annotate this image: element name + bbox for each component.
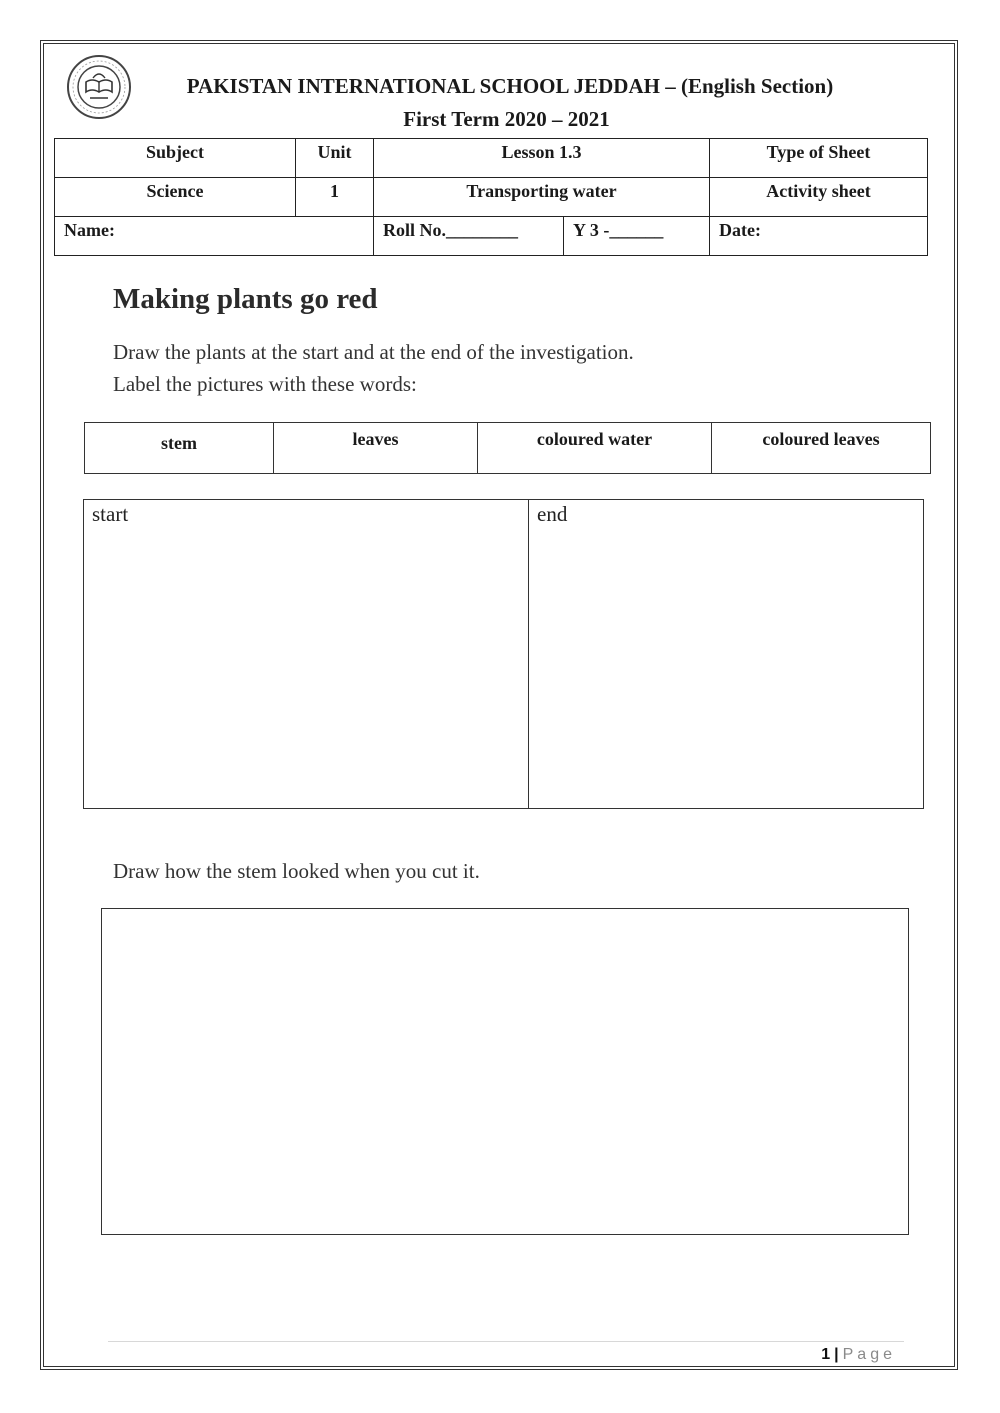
type-value: Activity sheet	[766, 181, 871, 201]
lesson-value: Transporting water	[466, 181, 617, 201]
subject-header: Subject	[146, 142, 204, 162]
subject-header-cell	[55, 139, 296, 178]
page-footer	[821, 1346, 896, 1364]
unit-value: 1	[330, 181, 339, 201]
page-separator: |	[834, 1346, 839, 1363]
page-number: 1	[821, 1346, 831, 1363]
unit-value-cell	[296, 178, 374, 217]
instruction-draw-stem: Draw how the stem looked when you cut it.	[113, 859, 480, 883]
page-word: Page	[842, 1346, 896, 1363]
subject-value-cell	[55, 178, 296, 217]
unit-header-cell	[296, 139, 374, 178]
type-header-cell	[710, 139, 928, 178]
word-coloured-water: coloured water	[478, 423, 712, 474]
end-drawing-area[interactable]	[528, 499, 924, 809]
name-label: Name:	[64, 220, 115, 240]
year-label: Y 3 -______	[573, 220, 664, 240]
start-drawing-area[interactable]	[83, 499, 529, 809]
word-bank	[84, 422, 931, 474]
start-label: start	[92, 502, 129, 526]
roll-number-label: Roll No.________	[383, 220, 518, 240]
unit-header: Unit	[317, 142, 352, 162]
term-title: First Term 2020 – 2021	[403, 107, 610, 131]
subject-value: Science	[146, 181, 204, 201]
date-label: Date:	[719, 220, 761, 240]
instruction-label-pictures: Label the pictures with these words:	[113, 372, 417, 396]
type-header: Type of Sheet	[766, 142, 871, 162]
date-field[interactable]	[710, 217, 928, 256]
lesson-header-cell	[374, 139, 710, 178]
lesson-value-cell	[374, 178, 710, 217]
name-field[interactable]	[55, 217, 374, 256]
lesson-header: Lesson 1.3	[501, 142, 582, 162]
school-name: PAKISTAN INTERNATIONAL SCHOOL JEDDAH – (English Section)	[186, 74, 834, 98]
word-coloured-leaves: coloured leaves	[712, 423, 931, 474]
footer-divider	[108, 1341, 904, 1342]
stem-drawing-area[interactable]	[101, 908, 909, 1235]
type-value-cell	[710, 178, 928, 217]
word-leaves: leaves	[274, 423, 478, 474]
word-stem: stem	[85, 423, 274, 474]
roll-number-field[interactable]	[374, 217, 564, 256]
activity-title: Making plants go red	[113, 283, 378, 315]
end-label: end	[537, 502, 568, 526]
info-table	[54, 138, 928, 256]
year-field[interactable]	[564, 217, 710, 256]
instruction-draw-plants: Draw the plants at the start and at the end of the investigation.	[113, 340, 634, 364]
